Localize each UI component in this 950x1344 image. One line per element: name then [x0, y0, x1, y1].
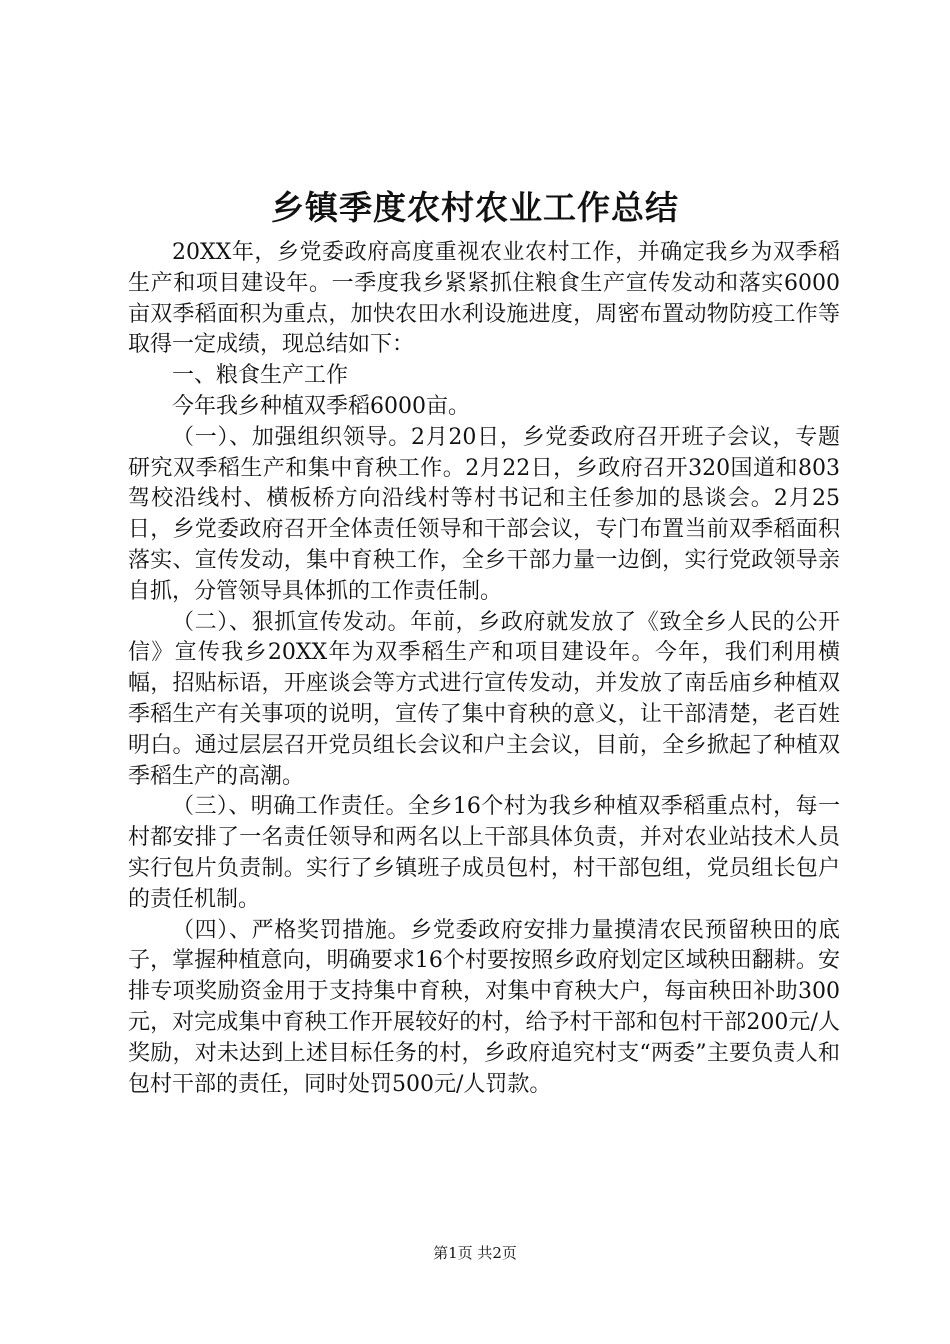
paragraph: 今年我乡种植双季稻6000亩。 [172, 393, 470, 419]
document-body [128, 238, 840, 1100]
document-title: 乡镇季度农村农业工作总结 [271, 188, 679, 227]
paragraph: （二）、狠抓宣传发动。年前，乡政府就发放了《致全乡人民的公开信》宣传我乡20XX年为双季稻生产和项目建设年。今年，我们利用横幅，招贴标语，开座谈会等方式进行宣传发动，并发放了南岳庙乡种植双季稻生产有关事项的说明，宣传了集中育秧的意义，让干部清楚，老百姓明白。通过层层召开党员组长会议和户主会议，目前，全乡掀起了种植双季稻生产的高潮。 [128, 609, 840, 789]
paragraph: （四）、严格奖罚措施。乡党委政府安排力量摸清农民预留秧田的底子，掌握种植意向，明确要求16个村要按照乡政府划定区域秧田翻耕。安排专项奖励资金用于支持集中育秧，对集中育秧大户，每亩秧田补助300元，对完成集中育秧工作开展较好的村，给予村干部和包村干部200元/人奖励，对未达到上述目标任务的村，乡政府追究村支“两委”主要负责人和包村干部的责任，同时处罚500元/人罚款。 [128, 917, 840, 1097]
paragraph-intro: 20XX年，乡党委政府高度重视农业农村工作，并确定我乡为双季稻生产和项目建设年。一季度我乡紧紧抓住粮食生产宣传发动和落实6000亩双季稻面积为重点，加快农田水利设施进度，周密布置动物防疫工作等取得一定成绩，现总结如下： [128, 240, 840, 358]
paragraph: （一）、加强组织领导。2月20日，乡党委政府召开班子会议，专题研究双季稻生产和集中育秧工作。2月22日，乡政府召开320国道和803驾校沿线村、横板桥方向沿线村等村书记和主任参加的恳谈会。2月25日，乡党委政府召开全体责任领导和干部会议，专门布置当前双季稻面积落实、宣传发动，集中育秧工作，全乡干部力量一边倒，实行党政领导亲自抓，分管领导具体抓的工作责任制。 [128, 424, 840, 604]
page-number: 第1页 共2页 [433, 1244, 517, 1262]
section-heading: 一、粮食生产工作 [172, 363, 349, 389]
paragraph: （三）、明确工作责任。全乡16个村为我乡种植双季稻重点村，每一村都安排了一名责任领导和两名以上干部具体负责，并对农业站技术人员实行包片负责制。实行了乡镇班子成员包村，村干部包组，党员组长包户的责任机制。 [128, 794, 840, 912]
